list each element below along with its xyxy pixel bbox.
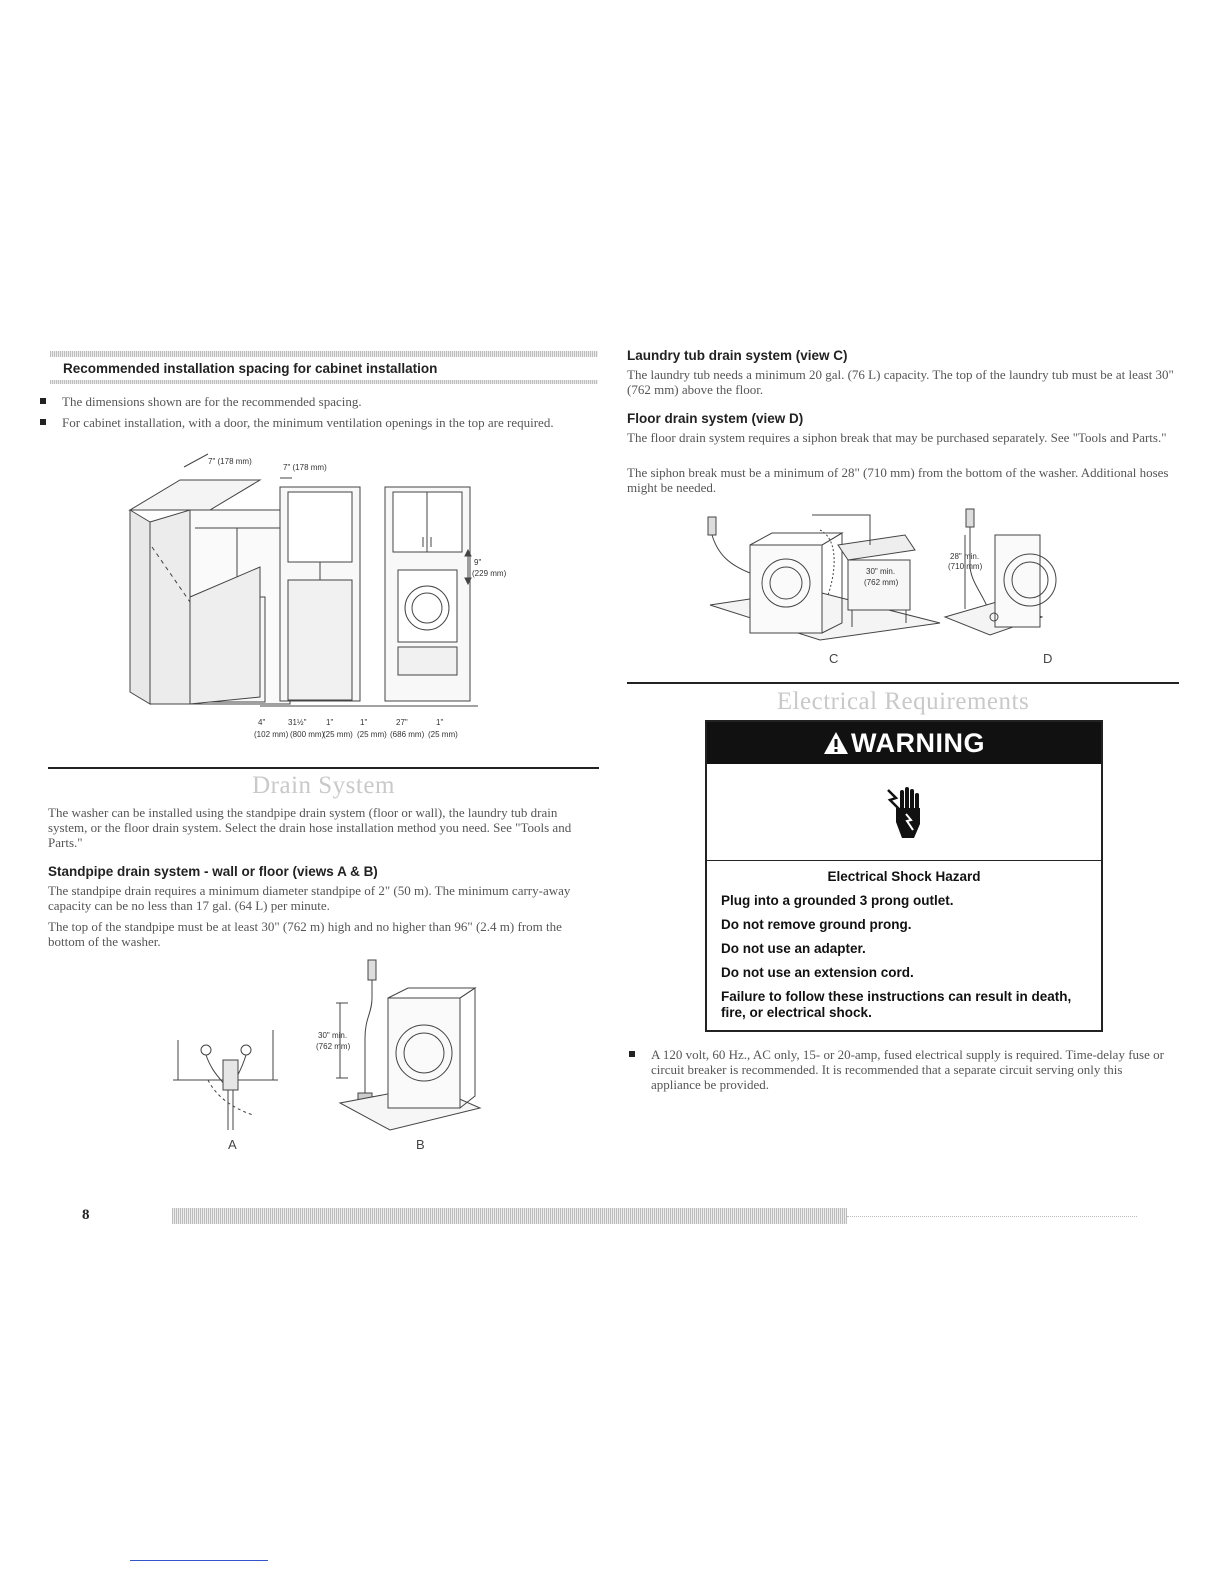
warning-label: WARNING: [851, 727, 985, 758]
dim-bottom-in-1: 31½": [288, 718, 307, 727]
dim-right-v2: (229 mm): [472, 569, 507, 578]
standpipe-heading: Standpipe drain system - wall or floor (views A & B): [48, 864, 378, 879]
cabinet-bullets: [38, 394, 583, 436]
fig-c-dim1: 30" min.: [866, 567, 896, 576]
warning-box: [705, 720, 1103, 1032]
dim-bottom-mm-2: (25 mm): [323, 730, 353, 739]
label-c: C: [829, 651, 839, 666]
floor-drain-p2: The siphon break must be a minimum of 28" (710 mm) from the bottom of the washer. Additional hoses might be needed.: [627, 465, 1169, 495]
drain-rule: [48, 767, 599, 769]
warning-line-3: Do not use an adapter.: [721, 941, 866, 956]
drain-title: Drain System: [252, 772, 395, 799]
standpipe-p2: The top of the standpipe must be at least 30" (762 m) high and no higher than 96" (2.4 m) from the bottom of the washer.: [48, 919, 562, 949]
warning-header: [707, 722, 1101, 764]
dim-bottom-in-0: 4": [258, 718, 266, 727]
figure-a: [168, 1020, 283, 1130]
figure-b: [310, 958, 485, 1133]
hazard-title: Electrical Shock Hazard: [827, 869, 981, 884]
cabinet-diagram: [120, 452, 507, 747]
fig-b-dim2: (762 mm): [316, 1042, 351, 1051]
fig-c-dim2: (762 mm): [864, 578, 899, 587]
floor-drain-p1: The floor drain system requires a siphon break that may be purchased separately. See "Tools and Parts.": [627, 430, 1167, 445]
dim-bottom-in-5: 1": [436, 718, 444, 727]
electrical-bullets: [627, 1047, 1172, 1098]
dim-bottom-mm-5: (25 mm): [428, 730, 458, 739]
dim-bottom-in-2: 1": [326, 718, 334, 727]
laundry-tub-heading: Laundry tub drain system (view C): [627, 348, 848, 363]
footer-dotted-line: [847, 1216, 1137, 1217]
standpipe-p1: The standpipe drain requires a minimum diameter standpipe of 2" (50 m). The minimum carry-away capacity can be no less than 17 gal. (64 L) per minute.: [48, 883, 571, 913]
dim-bottom-mm-4: (686 mm): [390, 730, 425, 739]
electrical-rule: [627, 682, 1179, 684]
cabinet-bullet-2: For cabinet installation, with a door, the minimum ventilation openings in the top are required.: [38, 415, 583, 430]
cabinet-heading-band-top: [50, 351, 598, 357]
label-b: B: [416, 1137, 425, 1152]
fig-d-dim1: 28" min.: [950, 552, 980, 561]
warning-line-4: Do not use an extension cord.: [721, 965, 914, 980]
page-number: 8: [82, 1207, 90, 1223]
warning-line-1: Plug into a grounded 3 prong outlet.: [721, 893, 954, 908]
cabinet-heading: Recommended installation spacing for cabinet installation: [63, 361, 438, 376]
dim-bottom-mm-0: (102 mm): [254, 730, 289, 739]
floor-drain-heading: Floor drain system (view D): [627, 411, 804, 426]
warning-line-2: Do not remove ground prong.: [721, 917, 912, 932]
label-a: A: [228, 1137, 237, 1152]
dim-bottom-in-4: 27": [396, 718, 408, 727]
cabinet-heading-band-bottom: [50, 380, 598, 384]
dim-top-side: 7" (178 mm): [283, 463, 327, 472]
drain-intro: The washer can be installed using the standpipe drain system (floor or wall), the laundry tub drain system, or the floor drain system. Select the drain hose installation method you need. See "Tools and Parts.": [48, 805, 572, 850]
footer-band: [172, 1208, 847, 1224]
fig-b-dim1: 30" min.: [318, 1031, 348, 1040]
dim-bottom-mm-1: (800 mm): [290, 730, 325, 739]
laundry-tub-text: The laundry tub needs a minimum 20 gal. (76 L) capacity. The top of the laundry tub must be at least 30" (762 mm) above the floor.: [627, 367, 1174, 397]
electrical-title: Electrical Requirements: [776, 688, 1030, 715]
figures-c-d: [700, 505, 1045, 645]
cabinet-bullet-1: The dimensions shown are for the recommended spacing.: [38, 394, 583, 409]
dim-bottom-in-3: 1": [360, 718, 368, 727]
dim-top-diag: 7" (178 mm): [208, 457, 252, 466]
warning-line-5: Failure to follow these instructions can result in death, fire, or electrical shock.: [721, 989, 1072, 1020]
fig-d-dim2: (710 mm): [948, 562, 983, 571]
label-d: D: [1043, 651, 1053, 666]
electrical-bullet-1: A 120 volt, 60 Hz., AC only, 15- or 20-amp, fused electrical supply is required. Time-delay fuse or circuit breaker is recommended. It is recommended that a separate circuit serving only this appliance be provided.: [627, 1047, 1172, 1092]
dim-right-v1: 9": [474, 558, 482, 567]
bottom-blue-line: [130, 1560, 268, 1561]
shock-icon-area: [707, 764, 1101, 861]
warning-triangle-icon: [823, 731, 849, 755]
electric-shock-hand-icon: [884, 784, 924, 840]
dim-bottom-mm-3: (25 mm): [357, 730, 387, 739]
